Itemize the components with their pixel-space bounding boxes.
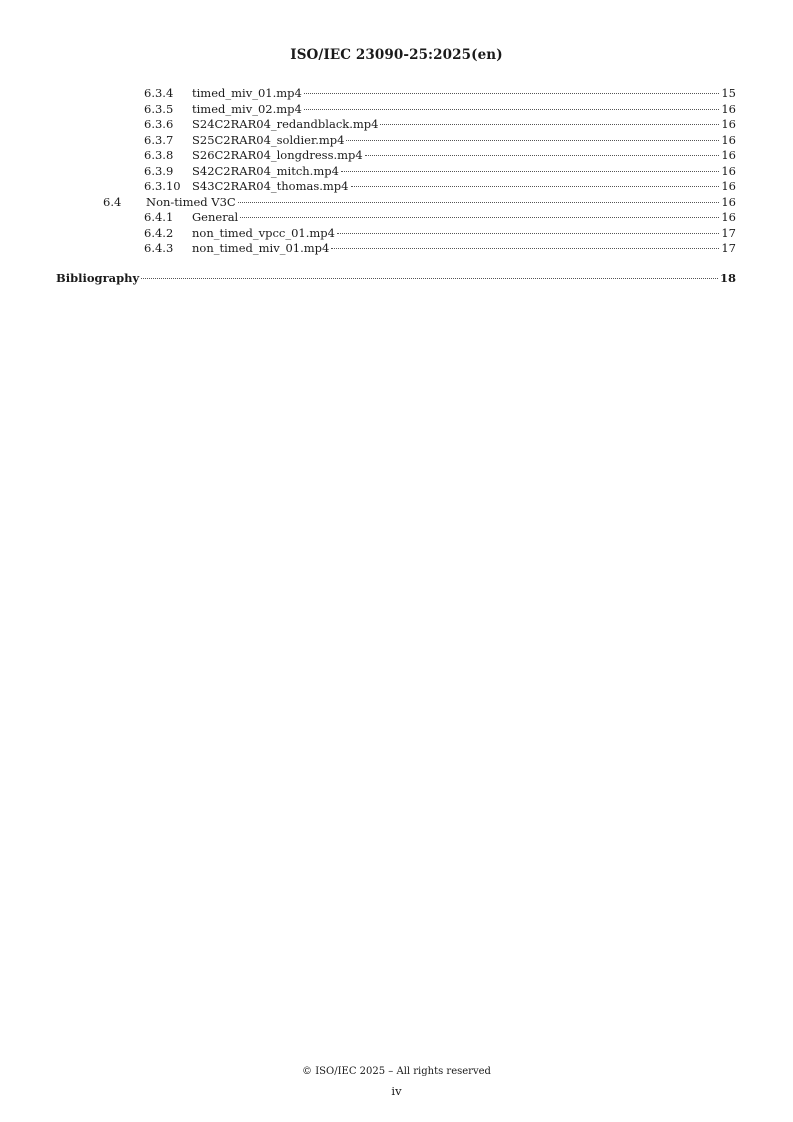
toc-entry-number: 6.3.8 <box>144 148 174 162</box>
toc-entry-6-4-1[interactable] <box>144 210 736 226</box>
toc-entry-title: Non-timed V3C <box>146 194 236 209</box>
page-number: iv <box>391 1084 402 1098</box>
dot-leader <box>141 278 718 279</box>
toc-entry-title: non_timed_miv_01.mp4 <box>192 241 330 255</box>
document-header: ISO/IEC 23090-25:2025(en) <box>290 47 503 63</box>
toc-entry-6-3-5[interactable] <box>144 102 736 118</box>
toc-entry-number: 6.3.4 <box>144 86 174 100</box>
toc-entry-page: 16 <box>721 194 736 209</box>
toc-entry-title: S42C2RAR04_mitch.mp4 <box>192 163 339 178</box>
dot-leader <box>331 248 719 249</box>
toc-entry-page: 16 <box>721 210 736 224</box>
toc-entry-number: 6.4 <box>103 194 122 209</box>
toc-entry-title: Bibliography <box>56 271 140 285</box>
toc-entry-number: 6.4.1 <box>144 210 174 224</box>
toc-entry-title: General <box>192 210 239 224</box>
toc-entry-title: non_timed_vpcc_01.mp4 <box>192 225 335 240</box>
toc-entry-6-4-2[interactable] <box>144 226 736 242</box>
toc-entry-title: S26C2RAR04_longdress.mp4 <box>192 148 363 162</box>
toc-entry-6-4[interactable] <box>103 195 736 211</box>
toc-entry-page: 16 <box>721 117 736 131</box>
toc-entry-number: 6.4.2 <box>144 225 174 240</box>
toc-entry-title: timed_miv_02.mp4 <box>192 101 302 116</box>
toc-entry-page: 16 <box>721 132 736 147</box>
toc-entry-title: S43C2RAR04_thomas.mp4 <box>192 179 349 193</box>
toc-entry-number: 6.4.3 <box>144 241 174 255</box>
toc-entry-title: timed_miv_01.mp4 <box>192 86 302 100</box>
dot-leader <box>304 109 720 110</box>
toc-entry-page: 16 <box>721 179 736 193</box>
toc-entry-page: 16 <box>721 101 736 116</box>
dot-leader <box>238 202 720 203</box>
toc-entry-6-3-7[interactable] <box>144 133 736 149</box>
toc-entry-6-3-4[interactable] <box>144 86 736 102</box>
toc-entry-6-3-9[interactable] <box>144 164 736 180</box>
toc-entry-number: 6.3.6 <box>144 117 174 131</box>
dot-leader <box>337 233 719 234</box>
dot-leader <box>240 217 719 218</box>
toc-entry-6-3-6[interactable] <box>144 117 736 133</box>
dot-leader <box>380 124 719 125</box>
dot-leader <box>304 93 720 94</box>
toc-entry-page: 17 <box>721 241 736 255</box>
dot-leader <box>365 155 720 156</box>
toc-entry-title: S25C2RAR04_soldier.mp4 <box>192 132 345 147</box>
toc-entry-title: S24C2RAR04_redandblack.mp4 <box>192 117 379 131</box>
toc-entry-bibliography[interactable] <box>56 271 736 287</box>
toc-entry-page: 18 <box>719 271 736 285</box>
toc-entry-number: 6.3.9 <box>144 163 174 178</box>
toc-entry-number: 6.3.10 <box>144 179 181 193</box>
dot-leader <box>341 171 719 172</box>
toc-entry-6-3-10[interactable] <box>144 179 736 195</box>
dot-leader <box>351 186 720 187</box>
dot-leader <box>346 140 719 141</box>
toc-entry-number: 6.3.7 <box>144 132 174 147</box>
toc-entry-page: 16 <box>721 148 736 162</box>
toc-entry-6-4-3[interactable] <box>144 241 736 257</box>
copyright-footer: © ISO/IEC 2025 – All rights reserved <box>302 1066 491 1077</box>
toc-entry-number: 6.3.5 <box>144 101 174 116</box>
toc-entry-page: 17 <box>721 225 736 240</box>
toc-entry-page: 16 <box>721 163 736 178</box>
toc-entry-page: 15 <box>721 86 736 100</box>
toc-entry-6-3-8[interactable] <box>144 148 736 164</box>
